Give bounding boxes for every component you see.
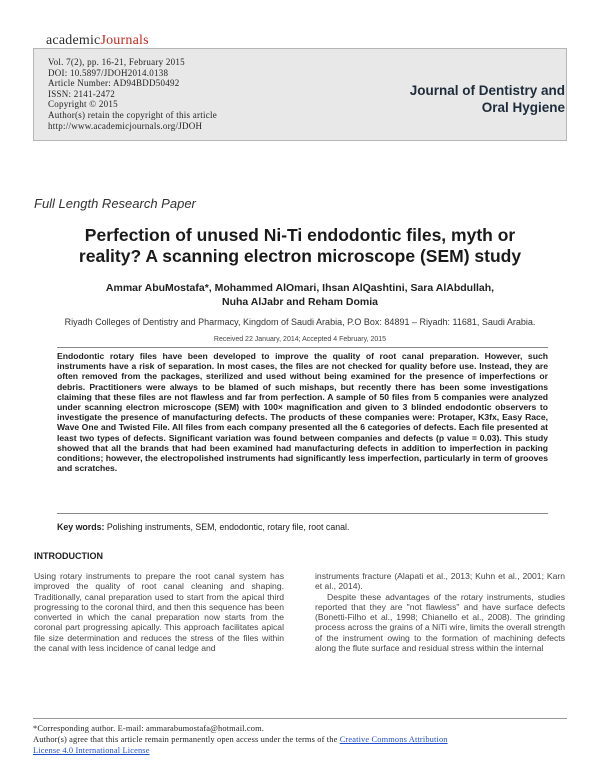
footnote-rule: [33, 718, 567, 719]
introduction-heading: INTRODUCTION: [34, 551, 103, 561]
received-accepted-dates: Received 22 January, 2014; Accepted 4 February, 2015: [213, 336, 387, 343]
license-link[interactable]: License 4.0 International License: [33, 746, 150, 755]
paper-type: Full Length Research Paper: [34, 196, 196, 211]
journal-url[interactable]: http://www.academicjournals.org/JDOH: [48, 120, 203, 131]
license-prefix: Author(s) agree that this article remain permanently open access under the terms of the: [33, 735, 338, 744]
journal-name-line2: Oral Hygiene: [481, 100, 565, 115]
author-list: [40, 281, 560, 309]
publisher-logo-part1: academic: [46, 33, 101, 48]
author-list-line1: Ammar AbuMostafa*, Mohammed AlOmari, Ihsan AlQashtini, Sara AlAbdullah,: [105, 282, 495, 294]
article-metadata: [48, 57, 217, 131]
body-paragraph: instruments fracture (Alapati et al., 2013; Kuhn et al., 2001; Karn et al., 2014).: [315, 571, 565, 592]
body-paragraph: Despite these advantages of the rotary instruments, studies reported that they are "not flawless" and have surface defects (Bonetti-Filho et al., 1998; Chianello et al., 2008). The grinding process across the grains of a NiTi wire, limits the overall strength of the instrument owing to the formation of machining defects along the flute surface and residual stress within the internal: [315, 591, 565, 654]
body-column-left: Using rotary instruments to prepare the root canal system has improved the quality of root canal cleaning and shaping. Traditionally, canal preparation used to start from the apical third progressing to the coronal third, and then this sequence has been converted in which the canal preparation now starts from the coronal part progressing apically. This approach facilitates apical file size determination and reduces the stress of the files within the canal with less incidence of canal ledge and: [34, 571, 284, 654]
author-list-line2: Nuha AlJabr and Reham Domia: [222, 296, 378, 308]
copyright-rights: Author(s) retain the copyright of this article: [48, 109, 217, 120]
keywords-label: Key words:: [57, 522, 105, 532]
footnote: [33, 723, 567, 756]
keywords: [57, 522, 548, 532]
keywords-text: Polishing instruments, SEM, endodontic, rotary file, root canal.: [106, 522, 350, 532]
publisher-logo: [46, 33, 149, 49]
abstract-bottom-rule: [57, 513, 548, 514]
abstract-top-rule: [57, 347, 548, 348]
journal-name: [385, 82, 565, 116]
volume-info: Vol. 7(2), pp. 16-21, February 2015: [48, 57, 185, 67]
abstract: Endodontic rotary files have been developed to improve the quality of root canal preparation. However, such instruments have a risk of separation. In most cases, the files are not checked for quality before use. Instead, they are often removed from the packages, sterilized and used without being examined for the presence of imperfections or debris. Practitioners were always to be blamed of such mishaps, but recently there has been some investigations claiming that these files are not flawless and far from perfection. A sample of 50 files from 5 companies were analyzed under scanning electron microscope (SEM) with 100× magnification and given to 3 blinded endodontic observers to investigate the presence of manufacturing defects. The products of these companies were: Protaper, K3fx, Easy Race, Wave One and Twisted File. All files from each company presented all the 6 categories of defects. Each file presented at least two types of defects. Significant variation was found between companies and defects (p value = 0.03). This study showed that all the brands that had been examined had manufacturing defects in addition to imperfection in packing conditions; however, the electropolished instruments had significantly less imperfection, particularly in term of grooves and scratches.: [57, 351, 548, 474]
license-statement: [33, 734, 567, 756]
paper-title: [40, 225, 560, 267]
publisher-logo-part2: Journals: [100, 33, 149, 48]
paper-title-line1: Perfection of unused Ni-Ti endodontic files, myth or: [84, 225, 516, 245]
doi: DOI: 10.5897/JDOH2014.0138: [48, 67, 169, 78]
corresponding-author: *Corresponding author. E-mail: ammarabumostafa@hotmail.com.: [33, 724, 265, 733]
body-column-right: [315, 571, 565, 653]
issn: ISSN: 2141-2472: [48, 88, 116, 99]
paper-title-line2: reality? A scanning electron microscope (SEM) study: [78, 246, 522, 266]
article-number: Article Number: AD94BDD50492: [48, 78, 180, 89]
journal-name-line1: Journal of Dentistry and: [409, 83, 565, 98]
copyright: Copyright © 2015: [48, 99, 118, 110]
license-link[interactable]: Creative Commons Attribution: [339, 735, 448, 744]
affiliation: Riyadh Colleges of Dentistry and Pharmacy, Kingdom of Saudi Arabia, P.O Box: 84891 – Riyadh: 11681, Saudi Arabia.: [64, 317, 536, 327]
